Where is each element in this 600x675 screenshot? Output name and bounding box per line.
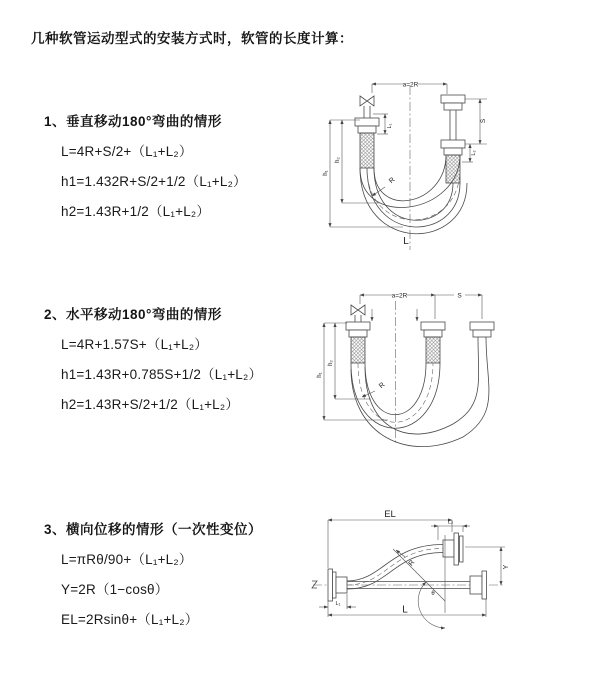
braided-hose-section	[351, 337, 365, 363]
section-vertical-movement	[44, 110, 314, 220]
dim-label-h1: h₁	[317, 372, 323, 378]
braided-hose-section	[426, 337, 440, 363]
dim-label-a2r: a=2R	[402, 81, 419, 89]
section-horizontal-movement	[44, 303, 314, 413]
braided-hose-section	[360, 133, 374, 168]
dim-label-r: R	[378, 381, 387, 391]
flange-left	[346, 322, 370, 337]
dim-label-l1: L₁	[335, 601, 341, 607]
dim-l2	[431, 520, 470, 541]
flange-middle	[421, 322, 445, 337]
dim-label-h2: h₂	[335, 157, 341, 163]
dim-label-el: EL	[384, 509, 396, 520]
valve-icon	[360, 96, 374, 106]
dim-label-a2r: a=2R	[391, 292, 408, 300]
flange-right-straight	[470, 571, 487, 599]
centerline-break-mark	[312, 581, 317, 588]
dim-label-r: R	[388, 176, 397, 186]
section-2-formula-h2: h2=1.43R+S/2+1/2（L₁+L₂）	[61, 397, 240, 412]
page-title: 几种软管运动型式的安装方式时，软管的长度计算：	[31, 31, 353, 46]
dim-s	[435, 293, 482, 320]
dim-label-y: Y	[503, 564, 510, 570]
flange-right	[470, 322, 494, 337]
section-2-formula-L: L=4R+1.57S+（L₁+L₂）	[61, 337, 208, 352]
section-1-formula-h1: h1=1.432R+S/2+1/2（L₁+L₂）	[61, 174, 247, 189]
dim-label-l: L	[402, 604, 408, 616]
dim-s	[465, 99, 487, 144]
dim-label-h2: h₂	[328, 360, 334, 366]
section-1-formula-L: L=4R+S/2+（L₁+L₂）	[61, 144, 193, 159]
valve-icon	[351, 305, 365, 315]
section-1-heading: 1、垂直移动180°弯曲的情形	[44, 114, 222, 129]
flange-right-upper	[441, 95, 465, 110]
diagram-vertical-u-bend	[315, 70, 515, 258]
dim-label-h1: h₁	[323, 170, 329, 176]
dim-label-r: R	[407, 559, 417, 568]
dim-label-l2: L₂	[447, 519, 454, 526]
dim-r	[396, 550, 416, 568]
hose-swept-position	[351, 337, 489, 447]
dim-label-s: S	[457, 292, 462, 300]
flange-displaced-end	[443, 533, 463, 565]
section-lateral-displacement	[44, 518, 314, 628]
section-2-heading: 2、水平移动180°弯曲的情形	[44, 307, 222, 322]
section-3-formula-Y: Y=2R（1−cosθ）	[61, 582, 169, 597]
flange-right-lower	[441, 140, 465, 155]
dim-label-l1: L₁	[387, 123, 393, 129]
dim-a2r	[372, 82, 447, 95]
section-2-formula-h1: h1=1.43R+0.785S+1/2（L₁+L₂）	[61, 367, 263, 382]
section-3-formula-L: L=πRθ/90+（L₁+L₂）	[61, 552, 193, 567]
section-1-formula-h2: h2=1.43R+1/2（L₁+L₂）	[61, 204, 211, 219]
diagram-horizontal-u-bend	[313, 283, 528, 451]
dim-l	[328, 599, 486, 617]
dim-label-l2: L₂	[471, 150, 477, 156]
section-3-heading: 3、横向位移的情形（一次性变位）	[44, 522, 263, 537]
dim-label-s: S	[480, 118, 487, 124]
diagram-lateral-displacement	[305, 505, 515, 635]
dim-l1	[319, 594, 356, 609]
dim-label-l: L	[403, 236, 409, 247]
dim-el	[328, 509, 452, 568]
section-3-formula-EL: EL=2Rsinθ+（L₁+L₂）	[61, 612, 199, 627]
dim-r	[362, 381, 386, 397]
dim-label-theta: θ	[431, 591, 435, 597]
flange-left	[328, 569, 347, 601]
dim-a2r	[360, 293, 435, 320]
